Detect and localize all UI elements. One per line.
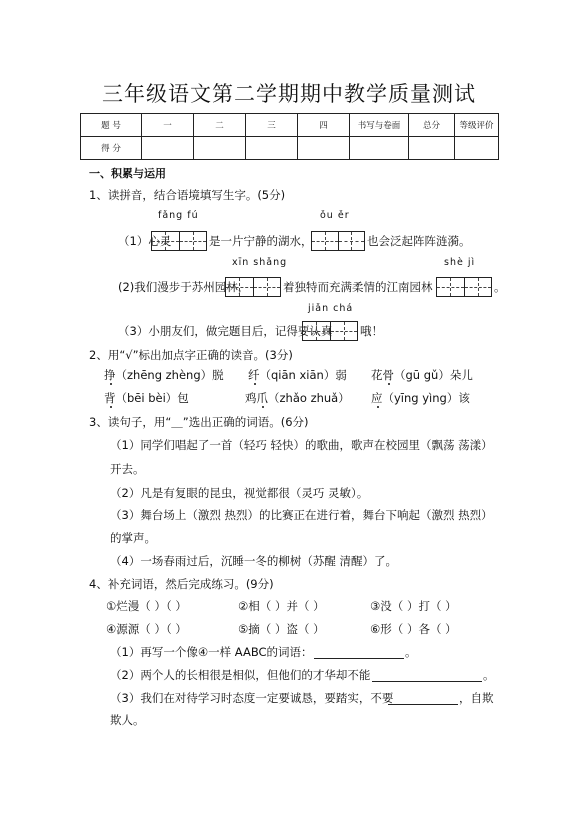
- word-rest: 包: [177, 391, 189, 405]
- dotted-char: 挣: [104, 368, 116, 382]
- score-header-cell: 题 号: [81, 114, 142, 137]
- q4-sub-end: 。: [483, 668, 495, 682]
- pinyin-choices: （zhǎo zhuǎ）: [268, 391, 350, 405]
- score-header-cell: 书写与卷面: [350, 114, 409, 137]
- idiom-blank[interactable]: ③没（ ）打（ ）: [370, 599, 457, 613]
- q4-sub-end: ，自欺: [459, 691, 494, 705]
- reading-option[interactable]: [104, 390, 189, 406]
- q2-title: 2、用“√”标出加点字正确的读音。(3分): [89, 348, 293, 362]
- idiom-blank[interactable]: ⑤摘（ ）盗（ ）: [238, 622, 325, 636]
- pinyin-choices: （gū gǔ）: [394, 368, 450, 382]
- q3-line[interactable]: （3）舞台场上（激烈 热烈）的比赛正在进行着，舞台下响起（激烈 热烈）: [110, 508, 493, 522]
- word-prefix: 鸡: [245, 391, 257, 405]
- q1-text: （3）小朋友们，做完题目后，记得要认真: [118, 324, 333, 338]
- q3-line[interactable]: （2）凡是有复眼的昆虫，视觉都很（灵巧 灵敏）。: [110, 486, 369, 500]
- word-rest: 朵儿: [449, 368, 473, 382]
- q4-sub: （2）两个人的长相很是相似，但他们的才华却不能: [110, 668, 371, 682]
- idiom-blank[interactable]: ①烂漫（ ）（ ）: [106, 599, 187, 613]
- char-box-input[interactable]: [436, 277, 492, 297]
- q1-text: （1）心灵: [118, 234, 172, 248]
- score-header-cell: 四: [298, 114, 350, 137]
- pinyin-choices: （zhēng zhèng）: [115, 368, 213, 382]
- score-cell[interactable]: [246, 137, 298, 160]
- idiom-blank[interactable]: ⑥形（ ）各（ ）: [370, 622, 457, 636]
- q4-sub: （3）我们在对待学习时态度一定要诚恳，要踏实，不要: [110, 691, 394, 705]
- q4-sub: （1）再写一个像④一样 AABC的词语：: [110, 645, 313, 659]
- dotted-char: 爪: [256, 391, 268, 405]
- reading-option[interactable]: [371, 390, 470, 406]
- word-rest: 脱: [212, 368, 224, 382]
- score-cell[interactable]: [455, 137, 499, 160]
- q4-sub-end: 。: [405, 645, 417, 659]
- pinyin-label: fǎng fú: [158, 210, 199, 221]
- pinyin-label: ǒu ěr: [320, 210, 350, 221]
- pinyin-label: xīn shǎng: [232, 257, 288, 268]
- section-heading: 一、积累与运用: [89, 167, 166, 180]
- answer-line[interactable]: [388, 704, 458, 705]
- q4-sub-cont: 欺人。: [110, 713, 145, 727]
- score-cell[interactable]: [142, 137, 194, 160]
- score-header-cell: 总分: [409, 114, 455, 137]
- q4-title: 4、补充词语，然后完成练习。(9分): [89, 577, 274, 591]
- q1-text: 也会泛起阵阵涟漪。: [367, 234, 471, 248]
- score-header-row: [81, 114, 499, 137]
- dotted-char: 背: [104, 391, 116, 405]
- score-header-cell: 等级评价: [455, 114, 499, 137]
- word-rest: 弱: [335, 368, 347, 382]
- pinyin-choices: （bēi bèi）: [115, 391, 178, 405]
- score-cell[interactable]: [194, 137, 246, 160]
- score-cell[interactable]: [409, 137, 455, 160]
- q1-text: 。: [494, 280, 506, 294]
- score-header-cell: 一: [142, 114, 194, 137]
- q1-text: 是一片宁静的湖水，: [209, 234, 313, 248]
- dotted-char: 应: [371, 391, 383, 405]
- reading-option[interactable]: [371, 367, 473, 383]
- reading-option[interactable]: [104, 367, 224, 383]
- answer-line[interactable]: [372, 681, 482, 682]
- dotted-char: 骨: [382, 368, 394, 382]
- char-box-input[interactable]: [302, 321, 358, 341]
- q3-line: 的掌声。: [110, 531, 156, 545]
- q1-text: 哦！: [360, 324, 383, 338]
- page-title: 三年级语文第二学期期中教学质量测试: [102, 82, 476, 106]
- score-header-cell: 三: [246, 114, 298, 137]
- q1-text: (2)我们漫步于苏州园林，: [118, 280, 250, 294]
- score-header-cell: 二: [194, 114, 246, 137]
- q3-title: 3、读句子，用“＿”选出正确的词语。(6分): [89, 415, 309, 429]
- char-box-input[interactable]: [225, 277, 281, 297]
- score-cell[interactable]: [350, 137, 409, 160]
- reading-option[interactable]: [245, 390, 350, 406]
- q3-line[interactable]: （1）同学们唱起了一首（轻巧 轻快）的歌曲，歌声在校园里（飘荡 荡漾）: [110, 438, 493, 452]
- word-rest: 该: [458, 391, 470, 405]
- score-row-label: 得 分: [81, 137, 142, 160]
- q1-text: 着独特而充满柔情的江南园林: [283, 280, 433, 294]
- char-box-input[interactable]: [151, 231, 207, 251]
- answer-line[interactable]: [314, 658, 404, 659]
- dotted-char: 纤: [248, 368, 260, 382]
- score-table: [80, 113, 499, 160]
- q1-title: 1、读拼音，结合语境填写生字。(5分): [89, 188, 286, 202]
- char-box-input[interactable]: [311, 231, 365, 251]
- score-cell[interactable]: [298, 137, 350, 160]
- score-input-row: [81, 137, 499, 160]
- word-prefix: 花: [371, 368, 383, 382]
- pinyin-choices: （yīng yìng）: [382, 391, 459, 405]
- pinyin-label: shè jì: [444, 257, 476, 268]
- q3-line[interactable]: （4）一场春雨过后，沉睡一冬的柳树（苏醒 清醒）了。: [110, 554, 397, 568]
- idiom-blank[interactable]: ④源源（ ）（ ）: [106, 622, 187, 636]
- idiom-blank[interactable]: ②相（ ）并（ ）: [238, 599, 325, 613]
- reading-option[interactable]: [248, 367, 347, 383]
- pinyin-label: jiǎn chá: [308, 303, 354, 314]
- pinyin-choices: （qiān xiān）: [259, 368, 336, 382]
- q3-line: 开去。: [110, 462, 145, 476]
